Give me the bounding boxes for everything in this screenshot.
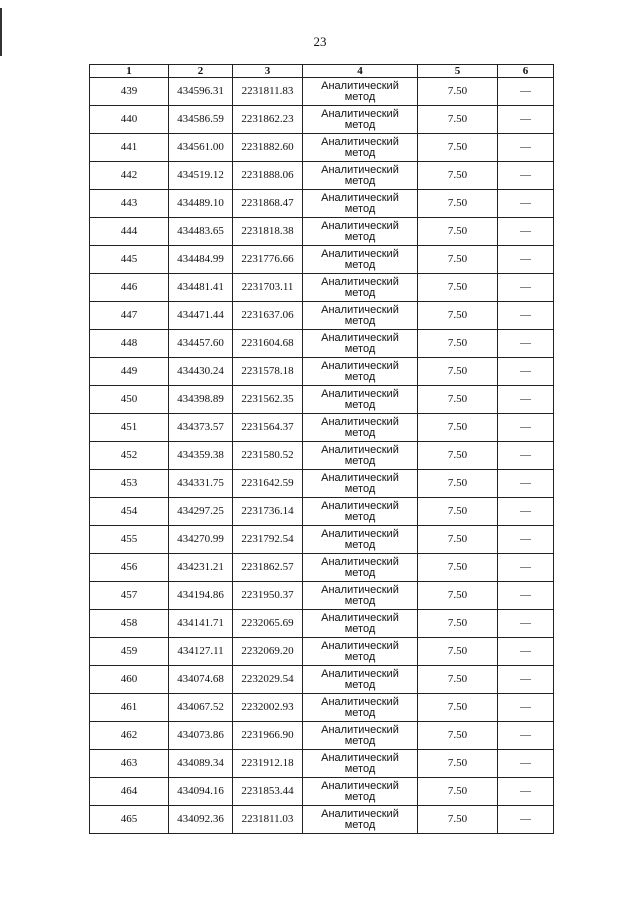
table-row — [90, 694, 554, 722]
method-line-2: метод — [344, 566, 376, 579]
table-row — [90, 330, 554, 358]
header-col-5: 5 — [418, 65, 498, 78]
method-line-1: Аналитический — [321, 107, 399, 120]
x-coordinate-cell: 434194.86 — [169, 582, 233, 610]
method-cell — [303, 386, 418, 414]
point-number-cell: 443 — [90, 190, 169, 218]
accuracy-cell: 7.50 — [418, 638, 498, 666]
accuracy-cell: 7.50 — [418, 246, 498, 274]
table-row — [90, 190, 554, 218]
y-coordinate-cell: 2231862.57 — [233, 554, 303, 582]
coordinates-table — [89, 64, 554, 834]
point-number-cell: 448 — [90, 330, 169, 358]
x-coordinate-cell: 434561.00 — [169, 134, 233, 162]
method-cell — [303, 358, 418, 386]
header-col-1: 1 — [90, 65, 169, 78]
x-coordinate-cell: 434127.11 — [169, 638, 233, 666]
x-coordinate-cell: 434331.75 — [169, 470, 233, 498]
x-coordinate-cell: 434359.38 — [169, 442, 233, 470]
y-coordinate-cell: 2231564.37 — [233, 414, 303, 442]
method-line-1: Аналитический — [321, 387, 399, 400]
table-row — [90, 386, 554, 414]
method-line-2: метод — [344, 90, 376, 103]
method-line-2: метод — [344, 650, 376, 663]
method-line-2: метод — [344, 594, 376, 607]
method-cell — [303, 246, 418, 274]
header-col-4: 4 — [303, 65, 418, 78]
method-line-1: Аналитический — [321, 275, 399, 288]
note-cell: — — [498, 722, 554, 750]
method-line-2: метод — [344, 426, 376, 439]
note-cell: — — [498, 582, 554, 610]
accuracy-cell: 7.50 — [418, 358, 498, 386]
point-number-cell: 444 — [90, 218, 169, 246]
table-row — [90, 302, 554, 330]
accuracy-cell: 7.50 — [418, 666, 498, 694]
point-number-cell: 450 — [90, 386, 169, 414]
x-coordinate-cell: 434483.65 — [169, 218, 233, 246]
method-cell — [303, 638, 418, 666]
method-cell — [303, 162, 418, 190]
method-line-1: Аналитический — [321, 303, 399, 316]
point-number-cell: 462 — [90, 722, 169, 750]
y-coordinate-cell: 2231642.59 — [233, 470, 303, 498]
note-cell: — — [498, 554, 554, 582]
method-line-2: метод — [344, 398, 376, 411]
table-row — [90, 246, 554, 274]
point-number-cell: 439 — [90, 78, 169, 106]
method-cell — [303, 218, 418, 246]
y-coordinate-cell: 2231792.54 — [233, 526, 303, 554]
point-number-cell: 456 — [90, 554, 169, 582]
method-cell — [303, 582, 418, 610]
note-cell: — — [498, 526, 554, 554]
y-coordinate-cell: 2232002.93 — [233, 694, 303, 722]
method-line-2: метод — [344, 734, 376, 747]
note-cell: — — [498, 610, 554, 638]
method-cell — [303, 694, 418, 722]
accuracy-cell: 7.50 — [418, 78, 498, 106]
method-line-1: Аналитический — [321, 695, 399, 708]
x-coordinate-cell: 434430.24 — [169, 358, 233, 386]
table-row — [90, 498, 554, 526]
x-coordinate-cell: 434270.99 — [169, 526, 233, 554]
point-number-cell: 457 — [90, 582, 169, 610]
method-line-1: Аналитический — [321, 219, 399, 232]
y-coordinate-cell: 2231811.03 — [233, 806, 303, 834]
method-line-2: метод — [344, 118, 376, 131]
x-coordinate-cell: 434141.71 — [169, 610, 233, 638]
x-coordinate-cell: 434092.36 — [169, 806, 233, 834]
y-coordinate-cell: 2231562.35 — [233, 386, 303, 414]
table-row — [90, 554, 554, 582]
table-row — [90, 470, 554, 498]
x-coordinate-cell: 434489.10 — [169, 190, 233, 218]
x-coordinate-cell: 434596.31 — [169, 78, 233, 106]
point-number-cell: 460 — [90, 666, 169, 694]
method-line-1: Аналитический — [321, 163, 399, 176]
note-cell: — — [498, 162, 554, 190]
method-cell — [303, 722, 418, 750]
header-col-3: 3 — [233, 65, 303, 78]
method-line-2: метод — [344, 146, 376, 159]
method-cell — [303, 274, 418, 302]
note-cell: — — [498, 190, 554, 218]
y-coordinate-cell: 2231637.06 — [233, 302, 303, 330]
method-line-1: Аналитический — [321, 331, 399, 344]
note-cell: — — [498, 330, 554, 358]
method-cell — [303, 190, 418, 218]
accuracy-cell: 7.50 — [418, 498, 498, 526]
method-cell — [303, 554, 418, 582]
y-coordinate-cell: 2232069.20 — [233, 638, 303, 666]
method-line-2: метод — [344, 510, 376, 523]
y-coordinate-cell: 2231853.44 — [233, 778, 303, 806]
y-coordinate-cell: 2231950.37 — [233, 582, 303, 610]
method-line-2: метод — [344, 454, 376, 467]
table-row — [90, 134, 554, 162]
y-coordinate-cell: 2231578.18 — [233, 358, 303, 386]
table-row — [90, 358, 554, 386]
y-coordinate-cell: 2231862.23 — [233, 106, 303, 134]
note-cell: — — [498, 442, 554, 470]
method-line-2: метод — [344, 706, 376, 719]
y-coordinate-cell: 2231776.66 — [233, 246, 303, 274]
point-number-cell: 453 — [90, 470, 169, 498]
note-cell: — — [498, 78, 554, 106]
x-coordinate-cell: 434089.34 — [169, 750, 233, 778]
method-line-1: Аналитический — [321, 807, 399, 820]
point-number-cell: 447 — [90, 302, 169, 330]
accuracy-cell: 7.50 — [418, 302, 498, 330]
method-line-1: Аналитический — [321, 191, 399, 204]
y-coordinate-cell: 2231868.47 — [233, 190, 303, 218]
point-number-cell: 459 — [90, 638, 169, 666]
note-cell: — — [498, 498, 554, 526]
accuracy-cell: 7.50 — [418, 582, 498, 610]
table-row — [90, 750, 554, 778]
y-coordinate-cell: 2231580.52 — [233, 442, 303, 470]
method-line-1: Аналитический — [321, 583, 399, 596]
header-col-6: 6 — [498, 65, 554, 78]
method-cell — [303, 330, 418, 358]
table-row — [90, 722, 554, 750]
method-cell — [303, 806, 418, 834]
method-cell — [303, 526, 418, 554]
x-coordinate-cell: 434074.68 — [169, 666, 233, 694]
note-cell: — — [498, 470, 554, 498]
table-row — [90, 218, 554, 246]
note-cell: — — [498, 134, 554, 162]
table-row — [90, 582, 554, 610]
x-coordinate-cell: 434484.99 — [169, 246, 233, 274]
method-line-2: метод — [344, 258, 376, 271]
point-number-cell: 463 — [90, 750, 169, 778]
x-coordinate-cell: 434073.86 — [169, 722, 233, 750]
y-coordinate-cell: 2232029.54 — [233, 666, 303, 694]
header-col-2: 2 — [169, 65, 233, 78]
note-cell: — — [498, 246, 554, 274]
point-number-cell: 464 — [90, 778, 169, 806]
method-line-1: Аналитический — [321, 415, 399, 428]
accuracy-cell: 7.50 — [418, 442, 498, 470]
x-coordinate-cell: 434231.21 — [169, 554, 233, 582]
header-row — [90, 65, 554, 78]
method-cell — [303, 414, 418, 442]
note-cell: — — [498, 778, 554, 806]
point-number-cell: 449 — [90, 358, 169, 386]
method-line-2: метод — [344, 538, 376, 551]
point-number-cell: 441 — [90, 134, 169, 162]
point-number-cell: 455 — [90, 526, 169, 554]
method-cell — [303, 666, 418, 694]
accuracy-cell: 7.50 — [418, 190, 498, 218]
point-number-cell: 458 — [90, 610, 169, 638]
note-cell: — — [498, 414, 554, 442]
method-cell — [303, 442, 418, 470]
accuracy-cell: 7.50 — [418, 330, 498, 358]
x-coordinate-cell: 434471.44 — [169, 302, 233, 330]
point-number-cell: 451 — [90, 414, 169, 442]
x-coordinate-cell: 434297.25 — [169, 498, 233, 526]
x-coordinate-cell: 434586.59 — [169, 106, 233, 134]
method-line-1: Аналитический — [321, 359, 399, 372]
table-row — [90, 610, 554, 638]
method-line-2: метод — [344, 762, 376, 775]
x-coordinate-cell: 434067.52 — [169, 694, 233, 722]
table-row — [90, 638, 554, 666]
note-cell: — — [498, 274, 554, 302]
point-number-cell: 452 — [90, 442, 169, 470]
method-line-1: Аналитический — [321, 611, 399, 624]
x-coordinate-cell: 434457.60 — [169, 330, 233, 358]
method-cell — [303, 134, 418, 162]
table-row — [90, 442, 554, 470]
page-number: 23 — [313, 34, 327, 49]
y-coordinate-cell: 2231703.11 — [233, 274, 303, 302]
note-cell: — — [498, 302, 554, 330]
method-line-1: Аналитический — [321, 639, 399, 652]
method-line-1: Аналитический — [321, 471, 399, 484]
method-line-2: метод — [344, 818, 376, 831]
y-coordinate-cell: 2231882.60 — [233, 134, 303, 162]
accuracy-cell: 7.50 — [418, 806, 498, 834]
point-number-cell: 461 — [90, 694, 169, 722]
y-coordinate-cell: 2232065.69 — [233, 610, 303, 638]
accuracy-cell: 7.50 — [418, 470, 498, 498]
method-cell — [303, 750, 418, 778]
note-cell: — — [498, 386, 554, 414]
note-cell: — — [498, 806, 554, 834]
method-cell — [303, 470, 418, 498]
method-line-1: Аналитический — [321, 135, 399, 148]
method-line-2: метод — [344, 174, 376, 187]
y-coordinate-cell: 2231736.14 — [233, 498, 303, 526]
accuracy-cell: 7.50 — [418, 722, 498, 750]
method-line-1: Аналитический — [321, 723, 399, 736]
table-row — [90, 106, 554, 134]
table-body — [90, 78, 554, 834]
method-cell — [303, 78, 418, 106]
point-number-cell: 454 — [90, 498, 169, 526]
note-cell: — — [498, 358, 554, 386]
method-line-1: Аналитический — [321, 247, 399, 260]
method-line-1: Аналитический — [321, 667, 399, 680]
point-number-cell: 440 — [90, 106, 169, 134]
note-cell: — — [498, 750, 554, 778]
table-row — [90, 778, 554, 806]
point-number-cell: 446 — [90, 274, 169, 302]
method-line-1: Аналитический — [321, 499, 399, 512]
y-coordinate-cell: 2231912.18 — [233, 750, 303, 778]
method-line-2: метод — [344, 286, 376, 299]
y-coordinate-cell: 2231811.83 — [233, 78, 303, 106]
y-coordinate-cell: 2231818.38 — [233, 218, 303, 246]
point-number-cell: 465 — [90, 806, 169, 834]
note-cell: — — [498, 694, 554, 722]
method-line-2: метод — [344, 622, 376, 635]
method-cell — [303, 778, 418, 806]
y-coordinate-cell: 2231888.06 — [233, 162, 303, 190]
point-number-cell: 442 — [90, 162, 169, 190]
method-line-1: Аналитический — [321, 527, 399, 540]
accuracy-cell: 7.50 — [418, 386, 498, 414]
method-cell — [303, 106, 418, 134]
accuracy-cell: 7.50 — [418, 162, 498, 190]
accuracy-cell: 7.50 — [418, 610, 498, 638]
note-cell: — — [498, 638, 554, 666]
accuracy-cell: 7.50 — [418, 694, 498, 722]
x-coordinate-cell: 434398.89 — [169, 386, 233, 414]
accuracy-cell: 7.50 — [418, 134, 498, 162]
method-line-1: Аналитический — [321, 555, 399, 568]
accuracy-cell: 7.50 — [418, 750, 498, 778]
point-number-cell: 445 — [90, 246, 169, 274]
table-row — [90, 162, 554, 190]
method-line-2: метод — [344, 678, 376, 691]
table-row — [90, 274, 554, 302]
accuracy-cell: 7.50 — [418, 778, 498, 806]
method-line-2: метод — [344, 202, 376, 215]
method-line-2: метод — [344, 314, 376, 327]
table-row — [90, 806, 554, 834]
method-line-1: Аналитический — [321, 443, 399, 456]
accuracy-cell: 7.50 — [418, 414, 498, 442]
accuracy-cell: 7.50 — [418, 526, 498, 554]
table-row — [90, 78, 554, 106]
x-coordinate-cell: 434094.16 — [169, 778, 233, 806]
table-row — [90, 414, 554, 442]
accuracy-cell: 7.50 — [418, 554, 498, 582]
method-line-2: метод — [344, 790, 376, 803]
method-cell — [303, 610, 418, 638]
y-coordinate-cell: 2231604.68 — [233, 330, 303, 358]
method-line-2: метод — [344, 230, 376, 243]
method-line-1: Аналитический — [321, 779, 399, 792]
table-row — [90, 666, 554, 694]
method-cell — [303, 498, 418, 526]
table-header — [90, 65, 554, 78]
method-line-1: Аналитический — [321, 79, 399, 92]
note-cell: — — [498, 666, 554, 694]
table-row — [90, 526, 554, 554]
y-coordinate-cell: 2231966.90 — [233, 722, 303, 750]
x-coordinate-cell: 434373.57 — [169, 414, 233, 442]
method-line-2: метод — [344, 482, 376, 495]
method-line-2: метод — [344, 370, 376, 383]
method-line-2: метод — [344, 342, 376, 355]
x-coordinate-cell: 434481.41 — [169, 274, 233, 302]
method-cell — [303, 302, 418, 330]
accuracy-cell: 7.50 — [418, 218, 498, 246]
note-cell: — — [498, 218, 554, 246]
x-coordinate-cell: 434519.12 — [169, 162, 233, 190]
accuracy-cell: 7.50 — [418, 106, 498, 134]
method-line-1: Аналитический — [321, 751, 399, 764]
accuracy-cell: 7.50 — [418, 274, 498, 302]
note-cell: — — [498, 106, 554, 134]
